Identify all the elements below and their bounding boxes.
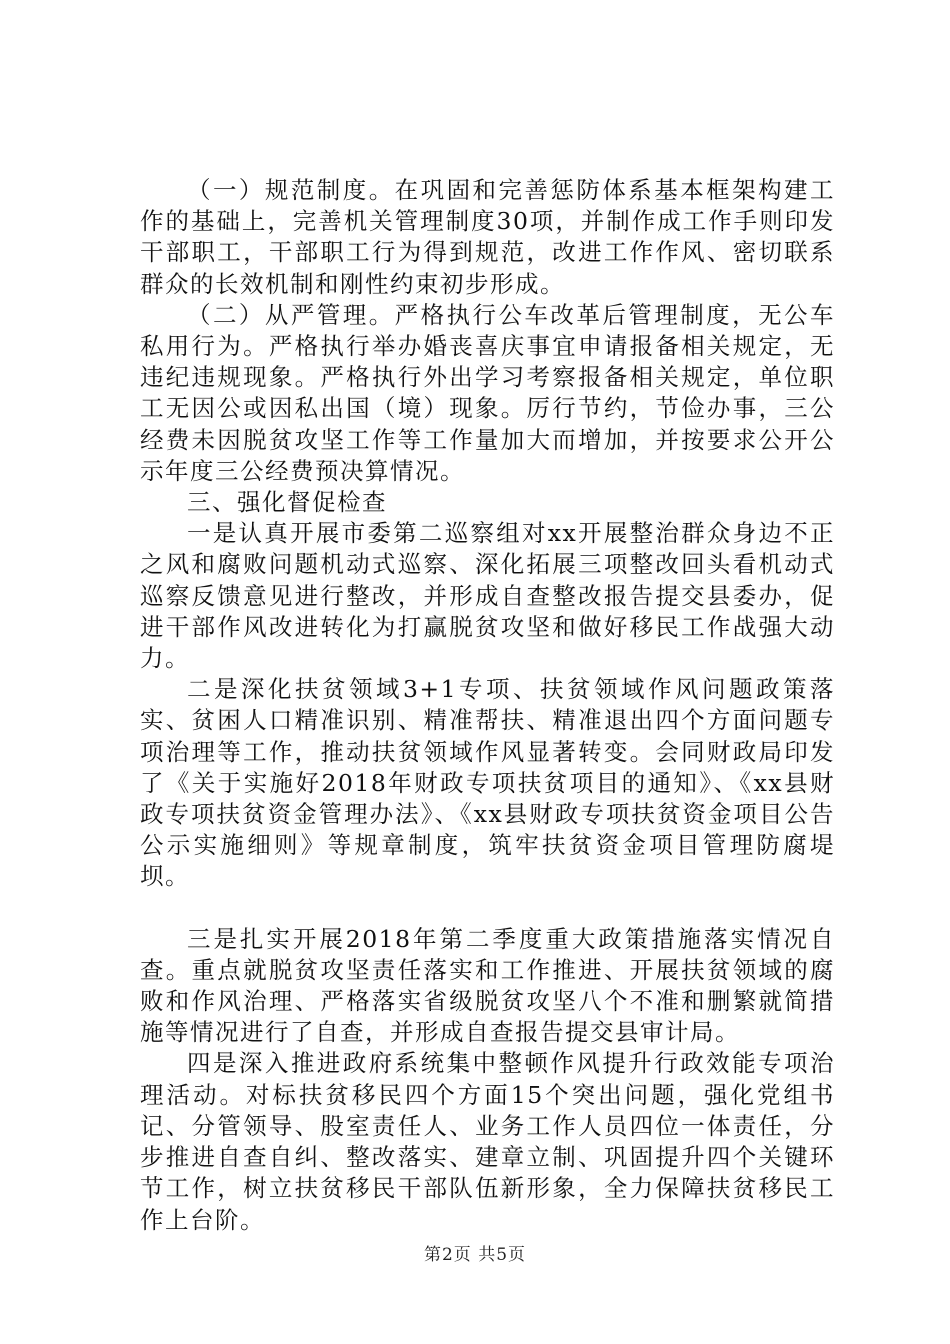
page-footer: 第2页 共5页 xyxy=(423,1245,527,1265)
paragraph-item-three: 三是扎实开展2018年第二季度重大政策措施落实情况自查。重点就脱贫攻坚责任落实和工作推进、开展扶贫领域的腐败和作风治理、严格落实省级脱贫攻坚八个不准和删繁就简措施等情况进行了自查，并形成自查报告提交县审计局。 xyxy=(140,924,835,1047)
paragraph-spacer xyxy=(140,893,835,924)
paragraph-strict-management: （二）从严管理。严格执行公车改革后管理制度，无公车私用行为。严格执行举办婚丧喜庆事宜申请报备相关规定，无违纪违规现象。严格执行外出学习考察报备相关规定，单位职工无因公或因私出国（境）现象。厉行节约，节俭办事，三公经费未因脱贫攻坚工作等工作量加大而增加，并按要求公开公示年度三公经费预决算情况。 xyxy=(140,300,835,485)
paragraph-item-one: 一是认真开展市委第二巡察组对xx开展整治群众身边不正之风和腐败问题机动式巡察、深化拓展三项整改回头看机动式巡察反馈意见进行整改，并形成自查整改报告提交县委办，促进干部作风改进转化为打赢脱贫攻坚和做好移民工作战强大动力。 xyxy=(140,519,835,673)
paragraph-item-two: 二是深化扶贫领域3+1专项、扶贫领域作风问题政策落实、贫困人口精准识别、精准帮扶、精准退出四个方面问题专项治理等工作，推动扶贫领域作风显著转变。会同财政局印发了《关于实施好2018年财政专项扶贫项目的通知》、《xx县财政专项扶贫资金管理办法》、《xx县财政专项扶贫资金项目公告公示实施细则》等规章制度，筑牢扶贫资金项目管理防腐堤坝。 xyxy=(140,675,835,891)
document-body xyxy=(140,175,835,1236)
section-heading-supervision: 三、强化督促检查 xyxy=(187,488,387,517)
paragraph-regulate-system: （一）规范制度。在巩固和完善惩防体系基本框架构建工作的基础上，完善机关管理制度30项，并制作成工作手则印发干部职工，干部职工行为得到规范，改进工作作风、密切联系群众的长效机制和刚性约束初步形成。 xyxy=(140,176,835,298)
paragraph-item-four: 四是深入推进政府系统集中整顿作风提升行政效能专项治理活动。对标扶贫移民四个方面15个突出问题，强化党组书记、分管领导、股室责任人、业务工作人员四位一体责任，分步推进自查自纠、整改落实、建章立制、巩固提升四个关键环节工作，树立扶贫移民干部队伍新形象，全力保障扶贫移民工作上台阶。 xyxy=(140,1049,835,1234)
